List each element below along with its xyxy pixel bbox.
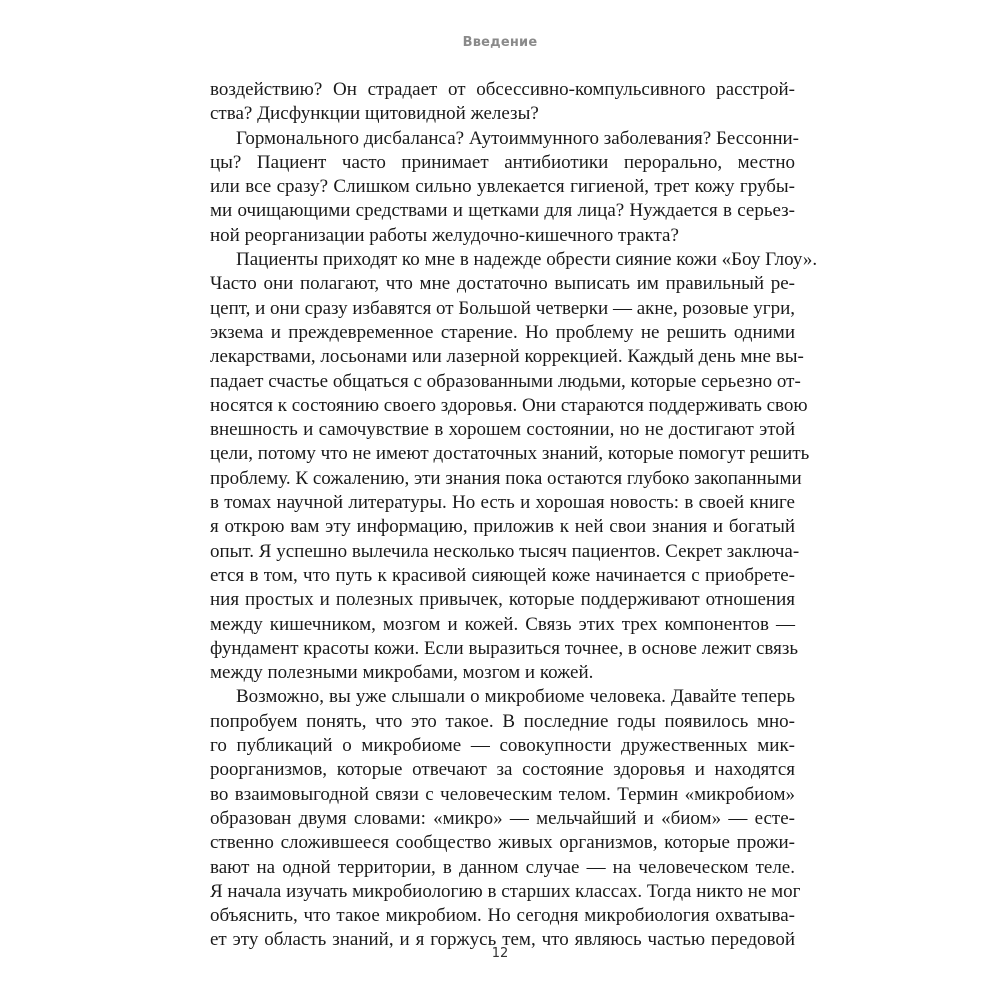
text-line: попробуем понять, что это такое. В последние годы появилось мно- — [210, 710, 795, 732]
body-text — [210, 78, 818, 953]
text-line: вают на одной территории, в данном случае — на человеческом теле. — [210, 856, 795, 878]
text-line: роорганизмов, которые отвечают за состояние здоровья и находятся — [210, 759, 795, 781]
text-line: го публикаций о микробиоме — совокупности дружественных мик- — [210, 735, 795, 757]
text-line: ния простых и полезных привычек, которые поддерживают отношения — [210, 589, 795, 611]
text-line: носятся к состоянию своего здоровья. Они стараются поддерживать свою — [210, 394, 808, 416]
text-line: цепт, и они сразу избавятся от Большой четверки — акне, розовые угри, — [210, 297, 795, 319]
text-line: Пациенты приходят ко мне в надежде обрести сияние кожи «Боу Глоу». — [236, 249, 818, 271]
text-line: Часто они полагают, что мне достаточно выписать им правильный ре- — [210, 273, 795, 295]
text-line: падает счастье общаться с образованными людьми, которые серьезно от- — [210, 370, 801, 392]
text-line: ственно сложившееся сообщество живых организмов, которые прожи- — [210, 832, 795, 854]
text-line: или все сразу? Слишком сильно увлекается гигиеной, трет кожу грубы- — [210, 176, 795, 198]
page-number: 12 — [491, 946, 509, 961]
text-line: в томах научной литературы. Но есть и хорошая новость: в своей книге — [210, 492, 795, 514]
text-line: опыт. Я успешно вылечила несколько тысяч пациентов. Секрет заключа- — [210, 540, 800, 562]
text-line: во взаимовыгодной связи с человеческим телом. Термин «микробиом» — [210, 783, 795, 805]
text-line: цы? Пациент часто принимает антибиотики перорально, местно — [210, 151, 795, 173]
text-line: проблему. К сожалению, эти знания пока остаются глубоко закопанными — [210, 467, 802, 489]
text-line: Гормонального дисбаланса? Аутоиммунного заболевания? Бессонни- — [236, 127, 799, 149]
text-line: ется в том, что путь к красивой сияющей коже начинается с приобрете- — [210, 564, 795, 586]
text-line: фундамент красоты кожи. Если выразиться точнее, в основе лежит связь — [210, 637, 799, 659]
text-line: объяснить, что такое микробиом. Но сегодня микробиология охватыва- — [210, 905, 795, 927]
text-line: внешность и самочувствие в хорошем состоянии, но не достигают этой — [210, 419, 795, 441]
text-line: ет эту область знаний, и я горжусь тем, что являюсь частью передовой — [210, 929, 795, 951]
text-line: Я начала изучать микробиологию в старших классах. Тогда никто не мог — [210, 880, 801, 902]
text-line: цели, потому что не имеют достаточных знаний, которые помогут решить — [210, 443, 810, 465]
text-line: воздействию? Он страдает от обсессивно-компульсивного расстрой- — [210, 79, 795, 100]
text-line: между кишечником, мозгом и кожей. Связь этих трех компонентов — — [210, 613, 795, 635]
text-line: ной реорганизации работы желудочно-кишечного тракта? — [210, 224, 679, 246]
text-line: лекарствами, лосьонами или лазерной коррекцией. Каждый день мне вы- — [210, 346, 804, 368]
text-line: Возможно, вы уже слышали о микробиоме человека. Давайте теперь — [236, 686, 795, 708]
running-header: Введение — [462, 35, 538, 50]
text-line: ства? Дисфункции щитовидной железы? — [210, 103, 539, 125]
text-line: я открою вам эту информацию, приложив к ней свои знания и богатый — [210, 516, 795, 538]
text-line: ми очищающими средствами и щетками для лица? Нуждается в серьез- — [210, 200, 795, 222]
text-line: экзема и преждевременное старение. Но проблему не решить одними — [210, 321, 795, 343]
text-line: между полезными микробами, мозгом и кожей. — [210, 662, 594, 684]
text-line: образован двумя словами: «микро» — мельчайший и «биом» — есте- — [210, 807, 795, 829]
